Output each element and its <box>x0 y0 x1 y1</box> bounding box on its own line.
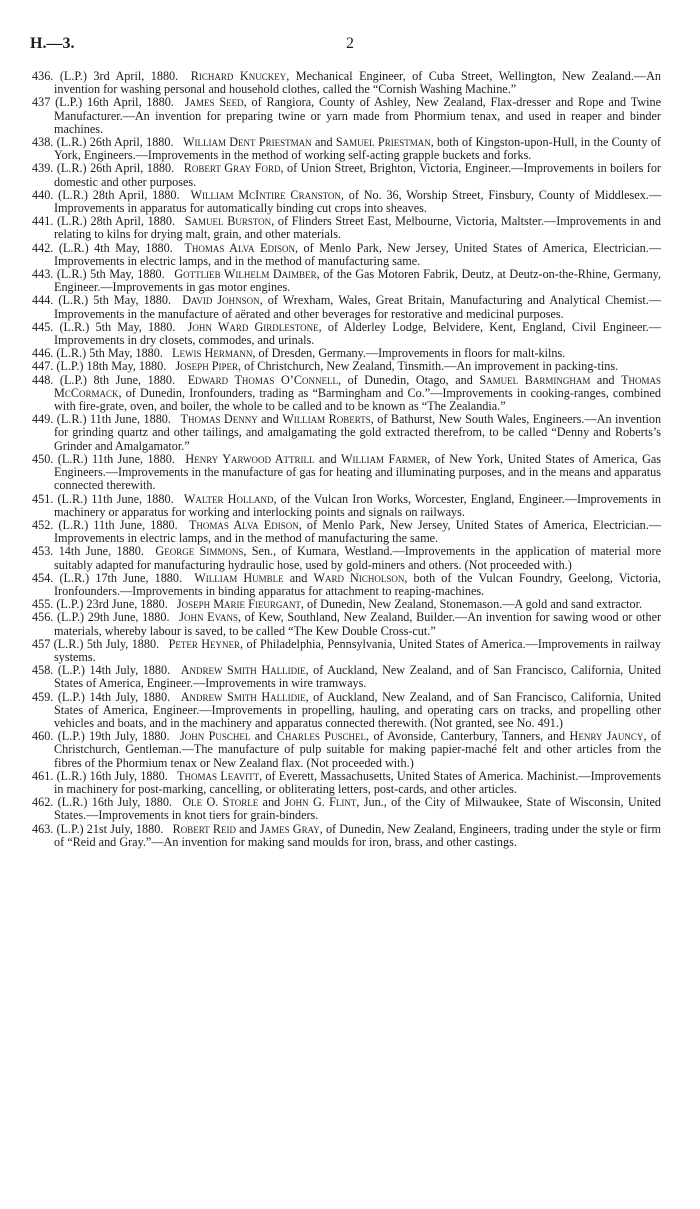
patent-type: (L.P.) <box>59 69 87 83</box>
entry-number: 454. <box>32 570 54 585</box>
entry-number: 443. <box>32 267 54 282</box>
entry-date: 16th July, 1880. <box>91 795 172 810</box>
entry-description: , of Dresden, Germany.—Improvements in floors for malt-kilns. <box>252 346 566 361</box>
entry-description: , of Kew, Southland, New Zealand, Builder.—An invention for sawing wood or other materials, whereby labour is saved, to be called “The Kew Double Cross-cut.” <box>54 610 662 638</box>
patent-type: (L.R.) <box>58 517 89 532</box>
entry-date: 5th May, 1880. <box>93 293 172 308</box>
patent-type: (L.P.) <box>57 663 85 678</box>
applicant-name: Joseph Marie Fieurgant <box>176 597 301 612</box>
entry-date: 23rd June, 1880. <box>86 597 168 612</box>
entry-date: 11th June, 1880. <box>92 451 175 466</box>
entry-description: , of Auckland, New Zealand, and of San Francisco, California, United States of America, Engineer.—Improvements in propelling, hauling, and operating cars on tracks, and propelling other vehicles and boats, and in the machinery and apparatus connected therewith. (Not granted, see No. 491.) <box>54 689 662 730</box>
patent-type: (L.R.) <box>58 240 89 255</box>
entry-description: , of Christchurch, New Zealand, Tinsmith.—An improvement in packing-tins. <box>238 359 619 374</box>
entry-number: 444. <box>32 293 54 308</box>
entry-description: , of Menlo Park, New Jersey, United States of America, Electrician.—Improvements in electric lamps, and in the method of manufacturing same. <box>54 240 662 268</box>
entry-date: 3rd April, 1880. <box>93 69 179 83</box>
entry-description: , of Wrexham, Wales, Great Britain, Manufacturing and Analytical Chemist.—Improvements in the manufacture of aërated and other beverages for restorative and medicinal purposes. <box>54 293 662 321</box>
entry-number: 460. <box>32 729 54 744</box>
applicant-name: Henry Jauncy <box>569 729 644 744</box>
entry-number: 437 <box>32 95 51 110</box>
entry-number: 458. <box>32 663 54 678</box>
patent-entry <box>32 823 661 849</box>
patent-type: (L.R.) <box>56 267 87 282</box>
entry-description: , of Everett, Massachusetts, United States of America. Machinist.—Improvements in machinery for post-marking, cancelling, or obliterating letters, post-cards, and other articles. <box>54 768 662 796</box>
entry-number: 440. <box>32 187 54 202</box>
entry-date: 14th July, 1880. <box>89 663 171 678</box>
entry-number: 455. <box>32 597 54 612</box>
applicant-name: Edward Thomas O’Connell <box>187 372 338 387</box>
patent-entry <box>32 691 661 731</box>
patent-list <box>32 70 661 849</box>
page-number: 2 <box>346 35 354 52</box>
entry-number: 462. <box>32 795 54 810</box>
entry-description: , Mechanical Engineer, of Cuba Street, Wellington, New Zealand.—An invention for washing personal and household clothes, called the “Cornish Washing Machine.” <box>54 69 662 97</box>
entry-description: , of the Vulcan Iron Works, Worcester, England, Engineer.—Improvements in machinery or apparatus for working and interlocking points and signals on railways. <box>54 491 662 519</box>
entry-date: 4th May, 1880. <box>94 240 173 255</box>
patent-type: (L.R.) <box>57 451 88 466</box>
entry-description: , of Avonside, Canterbury, Tanners, and <box>366 729 570 744</box>
entry-description: , of Menlo Park, New Jersey, United States of America, Electrician.—Improvements in electric lamps, and in the method of manufacturing the same. <box>54 517 662 546</box>
applicant-name: John G. Flint <box>284 795 357 810</box>
applicant-name: John Ward Girdlestone <box>187 319 319 334</box>
entry-number: 439. <box>32 161 54 176</box>
entry-description: and <box>590 372 622 387</box>
patent-entry <box>32 770 661 796</box>
applicant-name: William McIntire Cranston <box>190 187 341 202</box>
entry-description: , of Alderley Lodge, Belvidere, Kent, England, Civil Engineer.—Improvements in dry closets, commodes, and urinals. <box>54 319 662 348</box>
applicant-name: Walter Holland <box>183 491 274 506</box>
patent-entry <box>32 70 661 96</box>
patent-entry <box>32 189 661 215</box>
entry-description: , both of Kingston-upon-Hull, in the County of York, Engineers.—Improvements in the method of working self-acting grapple buckets and forks. <box>54 135 661 163</box>
entry-description: , of Philadelphia, Pennsylvania, United States of America.—Improvements in railway systems. <box>54 636 661 664</box>
entry-number: 445. <box>32 319 54 334</box>
entry-number: 436. <box>32 69 54 83</box>
entry-date: 11th June, 1880. <box>90 412 171 427</box>
entry-description: , of Auckland, New Zealand, and of San Francisco, California, United States of America, Engineer.—Improvements in wire tramways. <box>54 663 662 691</box>
entry-number: 446. <box>32 346 54 361</box>
entry-description: and <box>311 135 336 150</box>
entry-description: , of the Gas Motoren Fabrik, Deutz, at Deutz-on-the-Rhine, Germany, Engineer.—Improvements in gas motor engines. <box>54 267 662 295</box>
applicant-name: Richard Knuckey <box>190 69 287 83</box>
entry-date: 28th April, 1880. <box>90 214 175 229</box>
patent-entry <box>32 294 661 320</box>
applicant-name: James Gray <box>259 821 320 836</box>
patent-type: (L.R.) <box>56 346 87 361</box>
applicant-name: Thomas Denny <box>180 412 258 427</box>
applicant-name: John Evans <box>179 610 238 625</box>
report-code: H.—3. <box>30 35 75 52</box>
entry-description: and <box>235 821 260 836</box>
entry-description: , of Dunedin, New Zealand, Engineers, trading under the style or firm of “Reid and Gray.”—An invention for making sand moulds for iron, brass, and other castings. <box>54 821 662 849</box>
patent-type: (L.R.) <box>53 636 84 651</box>
entry-date: 11th June, 1880. <box>93 517 178 532</box>
patent-type: (L.P.) <box>56 821 84 836</box>
applicant-name: William Dent Priestman <box>182 135 312 150</box>
entry-date: 19th July, 1880. <box>89 729 170 744</box>
entry-description: , Jun., of the City of Milwaukee, State of Wisconsin, United States.—Improvements in knot tiers for grain-binders. <box>54 795 661 823</box>
entry-description: , of Dunedin, New Zealand, Stonemason.—A gold and sand extractor. <box>300 597 643 612</box>
entry-description: , Sen., of Kumara, Westland.—Improvements in the application of material more suitably adapted for manufacturing hydraulic hose, used by gold-miners and others. (Not proceeded with.) <box>54 544 661 572</box>
patent-type: (L.P.) <box>56 597 84 612</box>
patent-entry <box>32 321 661 347</box>
entry-date: 5th May, 1880. <box>95 319 176 334</box>
patent-type: (L.R.) <box>58 293 89 308</box>
applicant-name: William Farmer <box>341 451 428 466</box>
applicant-name: Andrew Smith Hallidie <box>180 663 306 678</box>
entry-number: 447. <box>32 359 54 374</box>
patent-type: (L.R.) <box>59 319 90 334</box>
applicant-name: Samuel Priestman <box>335 135 431 150</box>
entry-description: , both of the Vulcan Foundry, Geelong, Victoria, Ironfounders.—Improvements in binding apparatus for attachment to reaping-machines. <box>54 570 662 598</box>
patent-entry <box>32 796 661 822</box>
patent-entry <box>32 545 661 571</box>
applicant-name: John Puschel <box>180 729 251 744</box>
patent-type: (L.P.) <box>57 729 85 744</box>
entry-description: , of Dunedin, Ironfounders, trading as “Barmingham and Co.”—Improvements in cooking-ranges, combined with fire-grate, oven, and boiler, the whole to be called and to be known as “The Zealandia.” <box>54 385 661 414</box>
entry-date: 5th May, 1880. <box>90 267 165 282</box>
entry-date: 26th April, 1880. <box>90 161 175 176</box>
applicant-name: David Johnson <box>182 293 260 308</box>
entry-date: 5th May, 1880. <box>89 346 163 361</box>
patent-type: (L.P.) <box>59 372 87 387</box>
applicant-name: William Roberts <box>282 412 371 427</box>
entry-date: 18th May, 1880. <box>86 359 167 374</box>
patent-type: (L.R.) <box>57 214 87 229</box>
patent-type: (L.R.) <box>57 491 88 506</box>
entry-description: , of Bathurst, New South Wales, Engineers.—An invention for grinding quartz and other tailings, and amalgamating the gold extracted therefrom, to be called “Denny and Roberts’s Grinder and Amalgamator.” <box>54 412 662 453</box>
patent-entry <box>32 374 661 414</box>
entry-description: and <box>258 795 285 810</box>
entry-number: 461. <box>32 768 54 783</box>
entry-number: 456. <box>32 610 54 625</box>
applicant-name: Samuel Burston <box>184 214 272 229</box>
patent-type: (L.R.) <box>56 768 87 783</box>
entry-date: 26th April, 1880. <box>89 135 174 150</box>
patent-entry <box>32 611 661 637</box>
applicant-name: Peter Heyner <box>168 636 241 651</box>
applicant-name: Charles Puschel <box>276 729 367 744</box>
applicant-name: Henry Yarwood Attrill <box>185 451 315 466</box>
applicant-name: Ole O. Storle <box>182 795 259 810</box>
patent-entry <box>32 730 661 770</box>
patent-type: (L.R.) <box>59 570 90 585</box>
applicant-name: Joseph Piper <box>175 359 239 374</box>
page-header <box>30 35 670 57</box>
applicant-name: George Simmons <box>155 544 244 559</box>
entry-date: 16th July, 1880. <box>89 768 168 783</box>
patent-entry <box>32 162 661 188</box>
entry-description: , of Dunedin, Otago, and <box>337 372 480 387</box>
applicant-name: Thomas Alva Edison <box>188 517 299 532</box>
entry-number: 453. <box>32 544 54 559</box>
patent-type: (L.P.) <box>55 95 83 110</box>
entry-date: 21st July, 1880. <box>86 821 164 836</box>
patent-entry <box>32 268 661 294</box>
entry-date: 16th April, 1880. <box>87 95 174 110</box>
entry-description: , of Rangiora, County of Ashley, New Zealand, Flax-dresser and Rope and Twine Manufacturer.—An invention for preparing twine or yarn made from Phormium tenax, and used in reaper and binder machines. <box>54 95 662 136</box>
entry-description: , of New York, United States of America, Gas Engineers.—Improvements in the manufacture of gas for heating and illuminating purposes, and in the means and apparatus connected therewith. <box>54 451 662 493</box>
entry-number: 457 <box>32 636 51 651</box>
applicant-name: Robert Reid <box>172 821 236 836</box>
applicant-name: Samuel Barmingham <box>479 372 591 387</box>
entry-description: and <box>314 451 342 466</box>
entry-number: 438. <box>32 135 54 150</box>
entry-date: 8th June, 1880. <box>93 372 176 387</box>
entry-number: 452. <box>32 517 54 532</box>
applicant-name: Ward Nicholson <box>313 570 405 585</box>
entry-number: 441. <box>32 214 54 229</box>
patent-type: (L.P.) <box>57 689 85 704</box>
patent-entry <box>32 664 661 690</box>
applicant-name: James Seed <box>184 95 244 110</box>
applicant-name: Andrew Smith Hallidie <box>180 689 306 704</box>
patent-type: (L.P.) <box>56 359 84 374</box>
entry-description: and <box>257 412 283 427</box>
patent-entry <box>32 493 661 519</box>
entry-date: 5th July, 1880. <box>86 636 160 651</box>
entry-description: and <box>250 729 277 744</box>
entry-description: , of No. 36, Worship Street, Finsbury, County of Middlesex.—Improvements in apparatus for automatically binding cut crops into sheaves. <box>54 187 662 216</box>
entry-date: 14th July, 1880. <box>89 689 171 704</box>
entry-number: 451. <box>32 491 54 506</box>
patent-entry <box>32 572 661 598</box>
patent-type: (L.R.) <box>58 187 88 202</box>
entry-description: , of Christchurch, Gentleman.—The manufacture of pulp suitable for making papier-maché felt and other articles from the fibres of the Phormium tenax or New Zealand flax. (Not proceeded with.) <box>54 729 662 770</box>
entry-number: 448. <box>32 372 54 387</box>
applicant-name: Thomas Alva Edison <box>184 240 295 255</box>
patent-type: (L.R.) <box>57 795 88 810</box>
patent-entry <box>32 136 661 162</box>
patent-entry <box>32 519 661 545</box>
entry-description: and <box>283 570 314 585</box>
entry-description: , of Union Street, Brighton, Victoria, Engineer.—Improvements in boilers for domestic and other purposes. <box>54 161 661 189</box>
patent-entry <box>32 242 661 268</box>
entry-number: 459. <box>32 689 54 704</box>
entry-number: 449. <box>32 412 54 427</box>
patent-entry <box>32 96 661 136</box>
applicant-name: Robert Gray Ford <box>183 161 281 176</box>
entry-date: 28th April, 1880. <box>92 187 180 202</box>
applicant-name: Thomas McCormack <box>54 372 662 400</box>
patent-entry <box>32 215 661 241</box>
entry-date: 17th June, 1880. <box>95 570 183 585</box>
patent-type: (L.R.) <box>56 135 87 150</box>
entry-date: 14th June, 1880. <box>58 544 144 559</box>
entry-date: 29th June, 1880. <box>87 610 170 625</box>
applicant-name: Gottlieb Wilhelm Daimber <box>174 267 317 282</box>
applicant-name: Lewis Hermann <box>172 346 253 361</box>
patent-type: (L.P.) <box>56 610 85 625</box>
entry-number: 442. <box>32 240 54 255</box>
entry-date: 11th June, 1880. <box>91 491 174 506</box>
entry-description: , of Flinders Street East, Melbourne, Victoria, Maltster.—Improvements in and relating to kilns for drying malt, grain, and other materials. <box>54 214 662 242</box>
patent-type: (L.R.) <box>56 412 87 427</box>
entry-number: 463. <box>32 821 54 836</box>
patent-entry <box>32 413 661 453</box>
patent-entry <box>32 638 661 664</box>
patent-type: (L.R.) <box>56 161 87 176</box>
applicant-name: William Humble <box>194 570 284 585</box>
entry-number: 450. <box>32 451 54 466</box>
applicant-name: Thomas Leavitt <box>177 768 260 783</box>
patent-entry <box>32 453 661 493</box>
